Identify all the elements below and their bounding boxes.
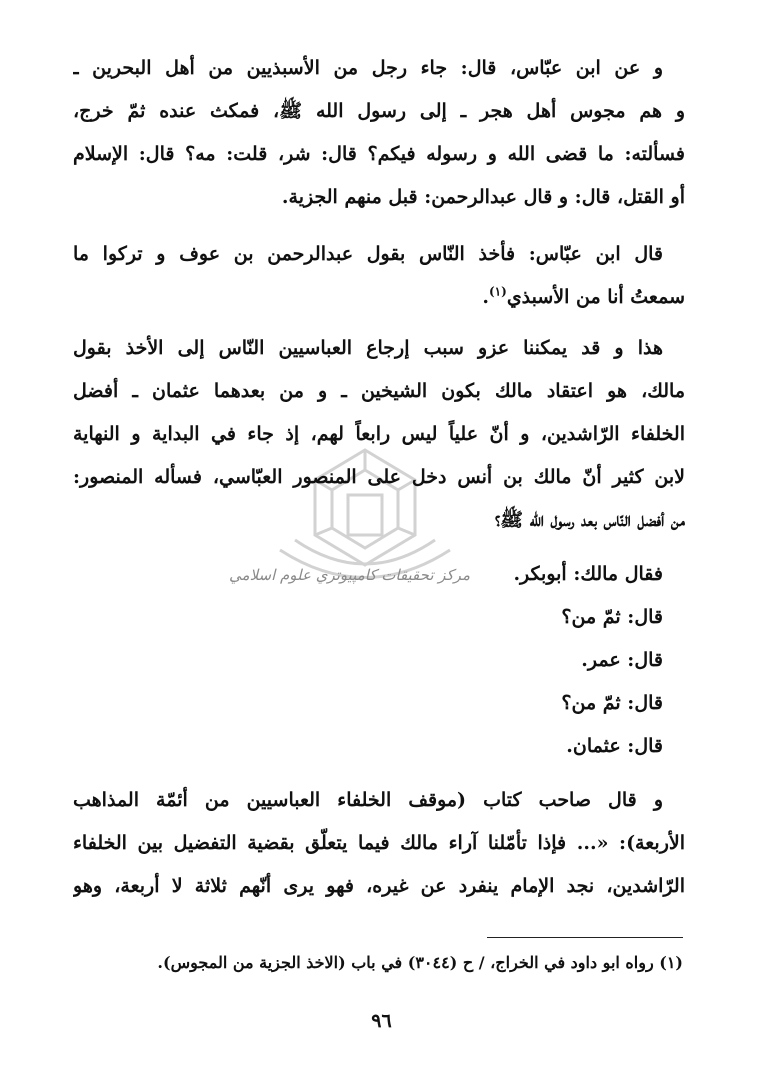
body-line: قال ابن عبّاس: فأخذ النّاس بقول عبدالرحمن بن عوف و تركوا ما — [73, 243, 663, 265]
body-line: و هم مجوس أهل هجر ـ إلى رسول الله ﷺ، فمكث عنده ثمّ خرج، — [73, 100, 685, 122]
dialogue-line: قال: عمر. — [581, 649, 663, 671]
dialogue-line: قال: ثمّ من؟ — [561, 606, 663, 628]
body-line: و قال صاحب كتاب (موقف الخلفاء العباسيين من أئمّة المذاهب — [73, 789, 663, 811]
body-line: أو القتل، قال: و قال عبدالرحمن: قبل منهم الجزية. — [281, 186, 685, 208]
footnote-reference: (١) — [488, 284, 507, 299]
page-number: ٩٦ — [371, 1010, 392, 1032]
dialogue-line: قال: ثمّ من؟ — [561, 692, 663, 714]
dialogue-line: قال: عثمان. — [566, 735, 663, 757]
body-line: الرّاشدين، نجد الإمام ينفرد عن غيره، فهو يرى أنّهم ثلاثة لا أربعة، وهو — [73, 875, 685, 897]
body-line: فسألته: ما قضى الله و رسوله فيكم؟ قال: شر، قلت: مه؟ قال: الإسلام — [73, 143, 685, 165]
body-line: و عن ابن عبّاس، قال: جاء رجل من الأسبذيين من أهل البحرين ـ — [73, 57, 663, 79]
body-line: لابن كثير أنّ مالك بن أنس دخل على المنصور العبّاسي، فسأله المنصور: — [73, 466, 685, 488]
footnote-separator — [487, 937, 683, 938]
body-line-with-footnote — [73, 279, 685, 315]
body-text-tail: . — [482, 286, 489, 308]
dialogue-line: فقال مالك: أبوبكر. — [513, 563, 663, 585]
footnote: (١) رواه ابو داود في الخراج، / ح (٣٠٤٤) في باب (الاخذ الجزية من المجوس). — [157, 953, 683, 972]
body-line: هذا و قد يمكننا عزو سبب إرجاع العباسيين النّاس إلى الأخذ بقول — [73, 337, 663, 359]
watermark-text: مركز تحقيقات كامپيوتري علوم اسلامي — [229, 566, 470, 584]
body-text: سمعتُ أنا من الأسبذي — [506, 286, 685, 308]
body-line: مالك، هو اعتقاد مالك بكون الشيخين ـ و من بعدهما عثمان ـ أفضل — [73, 380, 685, 402]
body-line: الأربعة): «... فإذا تأمّلنا آراء مالك فيما يتعلّق بقضية التفضيل بين الخلفاء — [73, 832, 685, 854]
body-line: من أفضل النّاس بعد رسول الله ﷺ؟ — [494, 509, 685, 531]
body-line: الخلفاء الرّاشدين، و أنّ علياً ليس رابعاً لهم، إذ جاء في البداية و النهاية — [73, 423, 685, 445]
